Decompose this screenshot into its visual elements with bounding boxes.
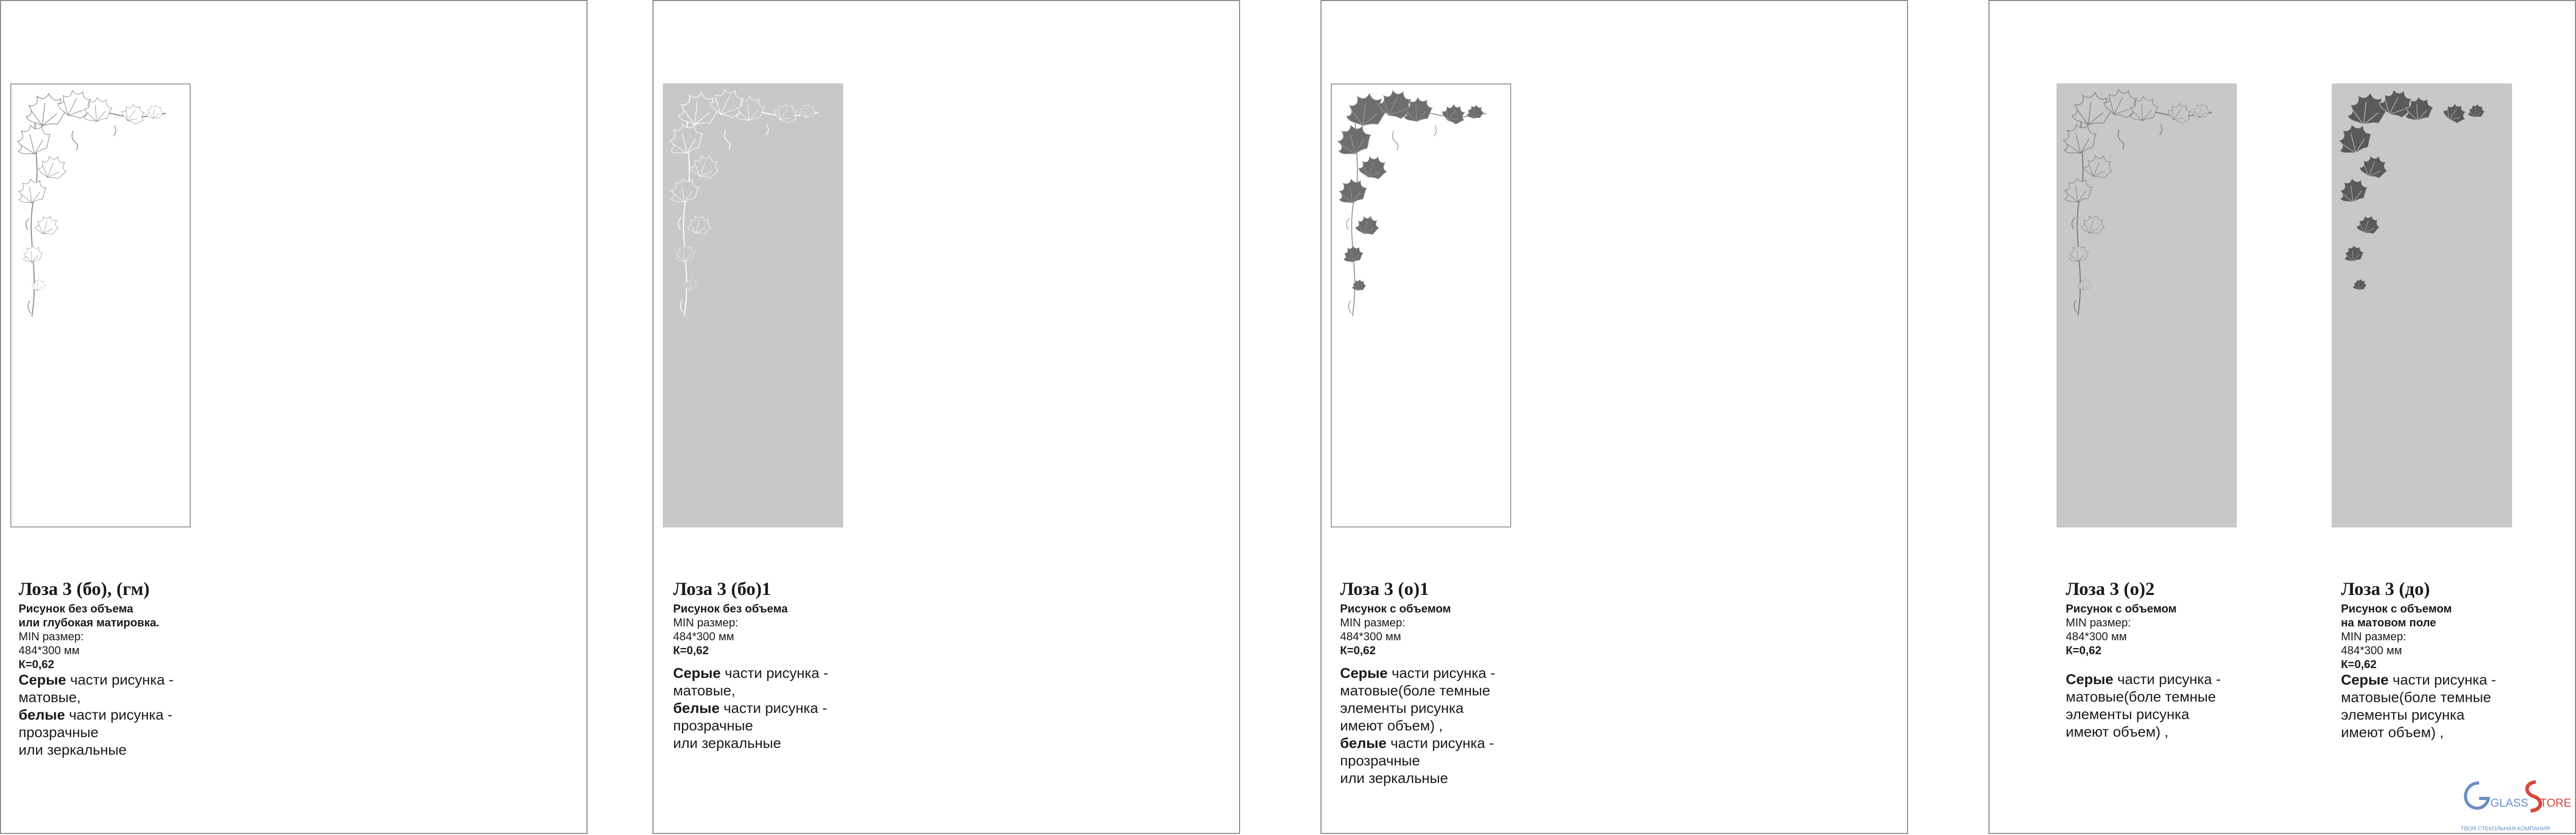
desc-line: или зеркальные bbox=[1340, 770, 1448, 786]
desc-line: Серые части рисунка - bbox=[2066, 671, 2221, 687]
desc-line: или зеркальные bbox=[19, 742, 127, 758]
desc-line: прозрачные bbox=[1340, 753, 1420, 769]
min-size-label: MIN размер: bbox=[2341, 630, 2406, 643]
vine-pattern-icon bbox=[2056, 83, 2237, 527]
logo-tagline: ТВОЯ СТЕКОЛЬНАЯ КОМПАНИЯ bbox=[2461, 826, 2550, 832]
variant-type-extra: или глубокая матировка. bbox=[19, 616, 160, 629]
desc-line: имеют объем) , bbox=[1340, 718, 1443, 734]
caption-variant-3 bbox=[1340, 578, 1495, 787]
desc-line: имеют объем) , bbox=[2066, 724, 2169, 740]
vine-pattern-icon bbox=[663, 83, 843, 527]
caption-variant-5 bbox=[2341, 578, 2496, 741]
desc-line: Серые части рисунка - bbox=[1340, 665, 1495, 681]
variant-title: Лоза 3 (бо), (гм) bbox=[19, 578, 150, 599]
vine-pattern-icon bbox=[2332, 83, 2512, 527]
variant-title: Лоза 3 (о)1 bbox=[1340, 578, 1429, 599]
desc-line: прозрачные bbox=[19, 724, 99, 740]
variant-type-extra: на матовом поле bbox=[2341, 616, 2436, 629]
caption-variant-2 bbox=[673, 578, 828, 752]
variant-type: Рисунок без объема bbox=[673, 602, 788, 615]
coefficient: К=0,62 bbox=[19, 658, 55, 671]
desc-line: Серые части рисунка - bbox=[673, 665, 828, 681]
desc-line: прозрачные bbox=[673, 718, 754, 734]
desc-line: или зеркальные bbox=[673, 735, 781, 751]
glass-panel-1 bbox=[10, 83, 191, 527]
min-size-label: MIN размер: bbox=[19, 630, 84, 643]
desc-line: элементы рисунка bbox=[2341, 707, 2465, 723]
variant-type: Рисунок с объемом bbox=[2341, 602, 2452, 615]
coefficient: К=0,62 bbox=[2341, 658, 2377, 671]
vine-pattern-icon bbox=[11, 84, 190, 527]
variant-title: Лоза 3 (о)2 bbox=[2066, 578, 2155, 599]
logo-brand-right: TORE bbox=[2540, 796, 2571, 809]
coefficient: К=0,62 bbox=[673, 644, 709, 657]
caption-variant-4 bbox=[2066, 578, 2221, 741]
coefficient: К=0,62 bbox=[1340, 644, 1376, 657]
min-size-label: MIN размер: bbox=[2066, 616, 2131, 629]
caption-variant-1 bbox=[19, 578, 174, 759]
desc-line: белые части рисунка - bbox=[1340, 735, 1494, 751]
glass-panel-3 bbox=[1331, 83, 1511, 527]
min-size-value: 484*300 мм bbox=[19, 644, 80, 657]
desc-line: матовые(боле темные bbox=[1340, 683, 1491, 698]
variant-title: Лоза 3 (до) bbox=[2341, 578, 2430, 599]
min-size-label: MIN размер: bbox=[1340, 616, 1406, 629]
desc-line: белые части рисунка - bbox=[673, 700, 827, 716]
variant-type: Рисунок с объемом bbox=[2066, 602, 2177, 615]
min-size-value: 484*300 мм bbox=[2341, 644, 2402, 657]
glass-panel-4 bbox=[2056, 83, 2237, 527]
desc-line: матовые(боле темные bbox=[2341, 689, 2491, 705]
desc-line: матовые, bbox=[673, 683, 735, 698]
min-size-value: 484*300 мм bbox=[1340, 630, 1401, 643]
variant-type: Рисунок с объемом bbox=[1340, 602, 1451, 615]
desc-line: элементы рисунка bbox=[2066, 706, 2189, 722]
glass-panel-2 bbox=[663, 83, 843, 527]
logo-brand-left: GLASS bbox=[2490, 796, 2529, 809]
coefficient: К=0,62 bbox=[2066, 644, 2102, 657]
desc-line: белые части рисунка - bbox=[19, 707, 173, 723]
min-size-value: 484*300 мм bbox=[673, 630, 734, 643]
glass-panel-5 bbox=[2332, 83, 2512, 527]
min-size-label: MIN размер: bbox=[673, 616, 739, 629]
desc-line: элементы рисунка bbox=[1340, 700, 1464, 716]
desc-line: матовые(боле темные bbox=[2066, 689, 2216, 705]
desc-line: имеют объем) , bbox=[2341, 724, 2444, 740]
desc-line: матовые, bbox=[19, 689, 81, 705]
min-size-value: 484*300 мм bbox=[2066, 630, 2127, 643]
desc-line: Серые части рисунка - bbox=[19, 672, 174, 688]
vine-pattern-icon bbox=[1332, 84, 1510, 527]
glass-store-logo-icon bbox=[2458, 773, 2572, 834]
variant-title: Лоза 3 (бо)1 bbox=[673, 578, 771, 599]
variant-type: Рисунок без объема bbox=[19, 602, 133, 615]
desc-line: Серые части рисунка - bbox=[2341, 672, 2496, 688]
